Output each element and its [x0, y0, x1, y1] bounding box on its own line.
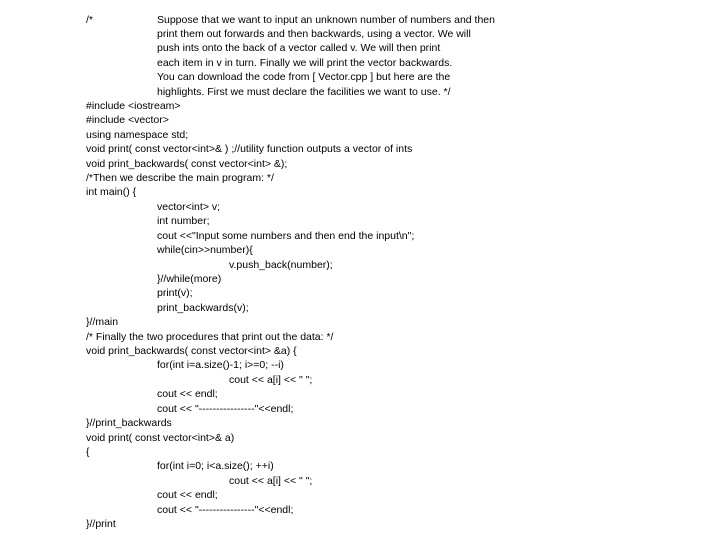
- code-line: cout << "----------------"<<endl;: [157, 504, 294, 516]
- code-line: cout << "----------------"<<endl;: [157, 403, 294, 415]
- code-line: int main() {: [86, 186, 137, 198]
- code-line: void print( const vector<int>& ) ;//utility function outputs a vector of ints: [86, 143, 413, 155]
- code-line: /* Finally the two procedures that print out the data: */: [86, 331, 334, 343]
- code-line: push ints onto the back of a vector called v. We will then print: [157, 42, 441, 54]
- code-line: for(int i=0; i<a.size(); ++i): [157, 460, 274, 472]
- code-line: using namespace std;: [86, 129, 189, 141]
- code-line: for(int i=a.size()-1; i>=0; --i): [157, 359, 284, 371]
- code-line: You can download the code from [ Vector.cpp ] but here are the: [157, 71, 451, 83]
- code-line: #include <vector>: [86, 114, 169, 126]
- code-line: cout << a[i] << " ";: [229, 374, 313, 386]
- code-line-comment-start: /*: [86, 14, 94, 26]
- code-line: vector<int> v;: [157, 201, 221, 213]
- code-line: Suppose that we want to input an unknown number of numbers and then: [157, 14, 495, 26]
- code-line: }//print_backwards: [86, 417, 172, 429]
- code-line: #include <iostream>: [86, 100, 181, 112]
- code-line: }//main: [86, 316, 119, 328]
- code-line: void print_backwards( const vector<int> &a) {: [86, 345, 297, 357]
- code-line: highlights. First we must declare the facilities we want to use. */: [157, 86, 451, 98]
- code-line: }//while(more): [157, 273, 222, 285]
- code-line: /*Then we describe the main program: */: [86, 172, 274, 184]
- code-line: each item in v in turn. Finally we will print the vector backwards.: [157, 57, 453, 69]
- code-line: print_backwards(v);: [157, 302, 249, 314]
- code-line: cout << a[i] << " ";: [229, 475, 313, 487]
- code-line: void print( const vector<int>& a): [86, 432, 235, 444]
- code-line: print(v);: [157, 287, 193, 299]
- code-line: }//print: [86, 518, 116, 530]
- code-line: while(cin>>number){: [157, 244, 253, 256]
- code-line: print them out forwards and then backwards, using a vector. We will: [157, 28, 471, 40]
- code-line: cout << endl;: [157, 388, 218, 400]
- code-line: cout << endl;: [157, 489, 218, 501]
- code-line: v.push_back(number);: [229, 259, 333, 271]
- code-line: cout <<"Input some numbers and then end the input\n";: [157, 230, 415, 242]
- code-line: int number;: [157, 215, 210, 227]
- code-line: {: [86, 446, 90, 458]
- code-line: void print_backwards( const vector<int> &);: [86, 158, 288, 170]
